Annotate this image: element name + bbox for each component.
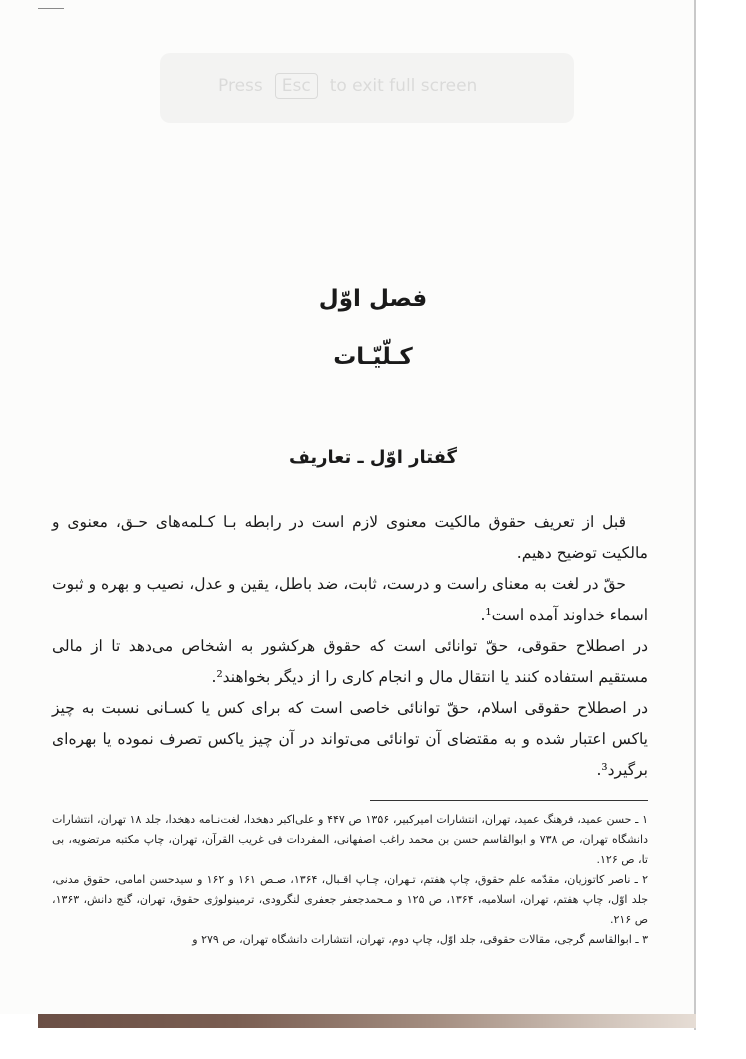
footnotes [52,810,648,950]
section-heading: گفتار اوّل ـ تعاریف [288,447,458,468]
paragraph: قبل از تعریف حقوق مالکیت معنوی لازم است در رابطه بـا کـلمه‌های حـق، معنوی و مالکیت توضیح دهیم. [52,513,648,562]
exit-fullscreen-text: to exit full screen [329,76,478,96]
footnote: ۲ ـ ناصر کاتوزیان، مقدّمه علم حقوق، چاپ هفتم، تـهران، چـاپ اقـبال، ۱۳۶۴، صـص ۱۶۱ و ۱۶۲ و سیدحسن امامی، حقوق مدنی، جلد اوّل، چاپ هفتم، تهران، اسلامیه، ۱۳۶۴، ص ۱۲۵ و مـحمدجعفر جعفری لنگرودی، ترمینولوژی حقوق، تهران، گنج دانش، ۱۳۶۳، ص ۲۱۶. [52,873,649,926]
page-edge-divider [694,0,696,1030]
footnote-divider [370,800,648,801]
paragraph: در اصطلاح حقوقی، حقّ توانائی است که حقوق هرکشور به اشخاص می‌دهد تا از مالی مستقیم استفاده کنند یا انتقال مال و انجام کاری را از دیگر بخواهند². [52,637,648,686]
chapter-title: فصل اوّل [318,286,428,312]
body-text [52,507,648,786]
chapter-subtitle: کـلّیّـات [333,344,413,370]
press-text: Press [218,76,263,96]
fullscreen-hint [218,73,477,99]
paragraph: حقّ در لغت به معنای راست و درست، ثابت، ضد باطل، یقین و عدل، نصیب و بهره و ثبوت اسماء خداوند آمده است¹. [52,575,648,624]
top-margin-mark [38,8,64,9]
footnote: ۱ ـ حسن عمید، فرهنگ عمید، تهران، انتشارات امیرکبیر، ۱۳۵۶ ص ۴۴۷ و علی‌اکبر دهخدا، لغت‌نـامه دهخدا، جلد ۱۸ تهران، انتشارات دانشگاه تهران، ص ۷۳۸ و ابوالقاسم حسن بن محمد راغب اصفهانی، المفردات فی غریب القرآن، تهران، چاپ مکتبه مرتضویه، بی تا، ص ۱۲۶. [52,813,648,866]
paragraph: در اصطلاح حقوقی اسلام، حقّ توانائی خاصی است که برای کس یا کسـانی نسبت به چیز یاکس اعتبار شده و به مقتضای آن توانائی می‌تواند در آن چیز یاکس تصرف نموده یا بهره‌ای برگیرد³. [52,699,648,779]
esc-key-label: Esc [275,73,318,99]
footnote: ۳ ـ ابوالقاسم گرجی، مقالات حقوقی، جلد اوّل، چاپ دوم، تهران، انتشارات دانشگاه تهران، ص ۲۷۹ و [192,933,648,946]
fullscreen-exit-banner[interactable] [160,53,574,123]
scan-bottom-edge [38,1014,696,1028]
